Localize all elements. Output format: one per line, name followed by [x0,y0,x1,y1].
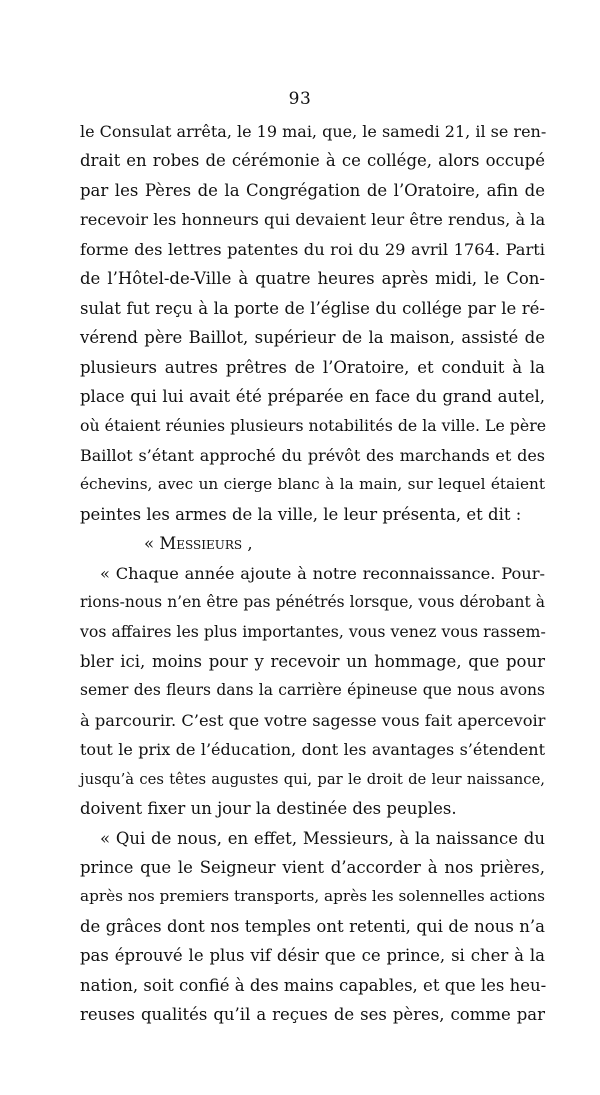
text-line: où étaient réunies plusieurs notabilités de la ville. Le père [80,416,547,436]
text-line: peintes les armes de la ville, le leur présenta, et dit : [80,504,522,524]
text-line: place qui lui avait été préparée en face du grand autel, [80,386,545,406]
salutation-heading [80,529,545,558]
text-line: « Qui de nous, en effet, Messieurs, à la naissance du [100,828,545,848]
text-line: drait en robes de cérémonie à ce collége, alors occupé [80,151,545,171]
text-line: à parcourir. C’est que votre sagesse vous fait apercevoir [80,710,546,730]
text-line: « Chaque année ajoute à notre reconnaissance. Pour- [100,563,545,583]
text-line: jusqu’à ces têtes augustes qui, par le droit de leur naissance, [80,770,545,788]
text-line: doivent fixer un jour la destinée des peuples. [80,799,457,819]
text-line: pas éprouvé le plus vif désir que ce prince, si cher à la [80,946,545,966]
text-line: échevins, avec un cierge blanc à la main, sur lequel étaient [80,475,545,494]
text-line: par les Pères de la Congrégation de l’Oratoire, afin de [80,180,545,200]
text-line: rions-nous n’en être pas pénétrés lorsque, vous dérobant à [80,593,545,611]
paragraph [80,824,545,1030]
page-number: 93 [288,89,312,109]
paragraph [80,117,545,529]
text-line: le Consulat arrêta, le 19 mai, que, le samedi 21, il se ren- [80,122,547,141]
text-line: semer des fleurs dans la carrière épineuse que nous avons [80,681,545,700]
text-line: bler ici, moins pour y recevoir un hommage, que pour [80,651,545,671]
body-text [80,117,545,1030]
paragraph [80,559,545,824]
text-line: sulat fut reçu à la porte de l’église du collége par le ré- [80,298,545,318]
text-line: de grâces dont nos temples ont retenti, qui de nous n’a [80,916,545,936]
text-line: nation, soit confié à des mains capables, et que les heu- [80,975,547,995]
text-line: tout le prix de l’éducation, dont les avantages s’étendent [80,740,545,760]
text-line: après nos premiers transports, après les solennelles actions [80,887,545,906]
text-line: plusieurs autres prêtres de l’Oratoire, et conduit à la [80,357,545,377]
text-line: forme des lettres patentes du roi du 29 avril 1764. Parti [80,239,545,259]
text-line: vos affaires les plus importantes, vous venez vous rassem- [80,622,546,642]
text-line: Baillot s’étant approché du prévôt des marchands et des [80,445,545,465]
text-line: prince que le Seigneur vient d’accorder à nos prières, [80,857,545,877]
salutation-quote: « [144,534,160,554]
text-line: de l’Hôtel-de-Ville à quatre heures après midi, le Con- [80,269,545,289]
text-line: vérend père Baillot, supérieur de la maison, assisté de [80,328,545,348]
text-line: recevoir les honneurs qui devaient leur être rendus, à la [80,210,546,230]
text-line: reuses qualités qu’il a reçues de ses pères, comme par [80,1005,545,1025]
salutation-text: Messieurs , [159,534,253,554]
